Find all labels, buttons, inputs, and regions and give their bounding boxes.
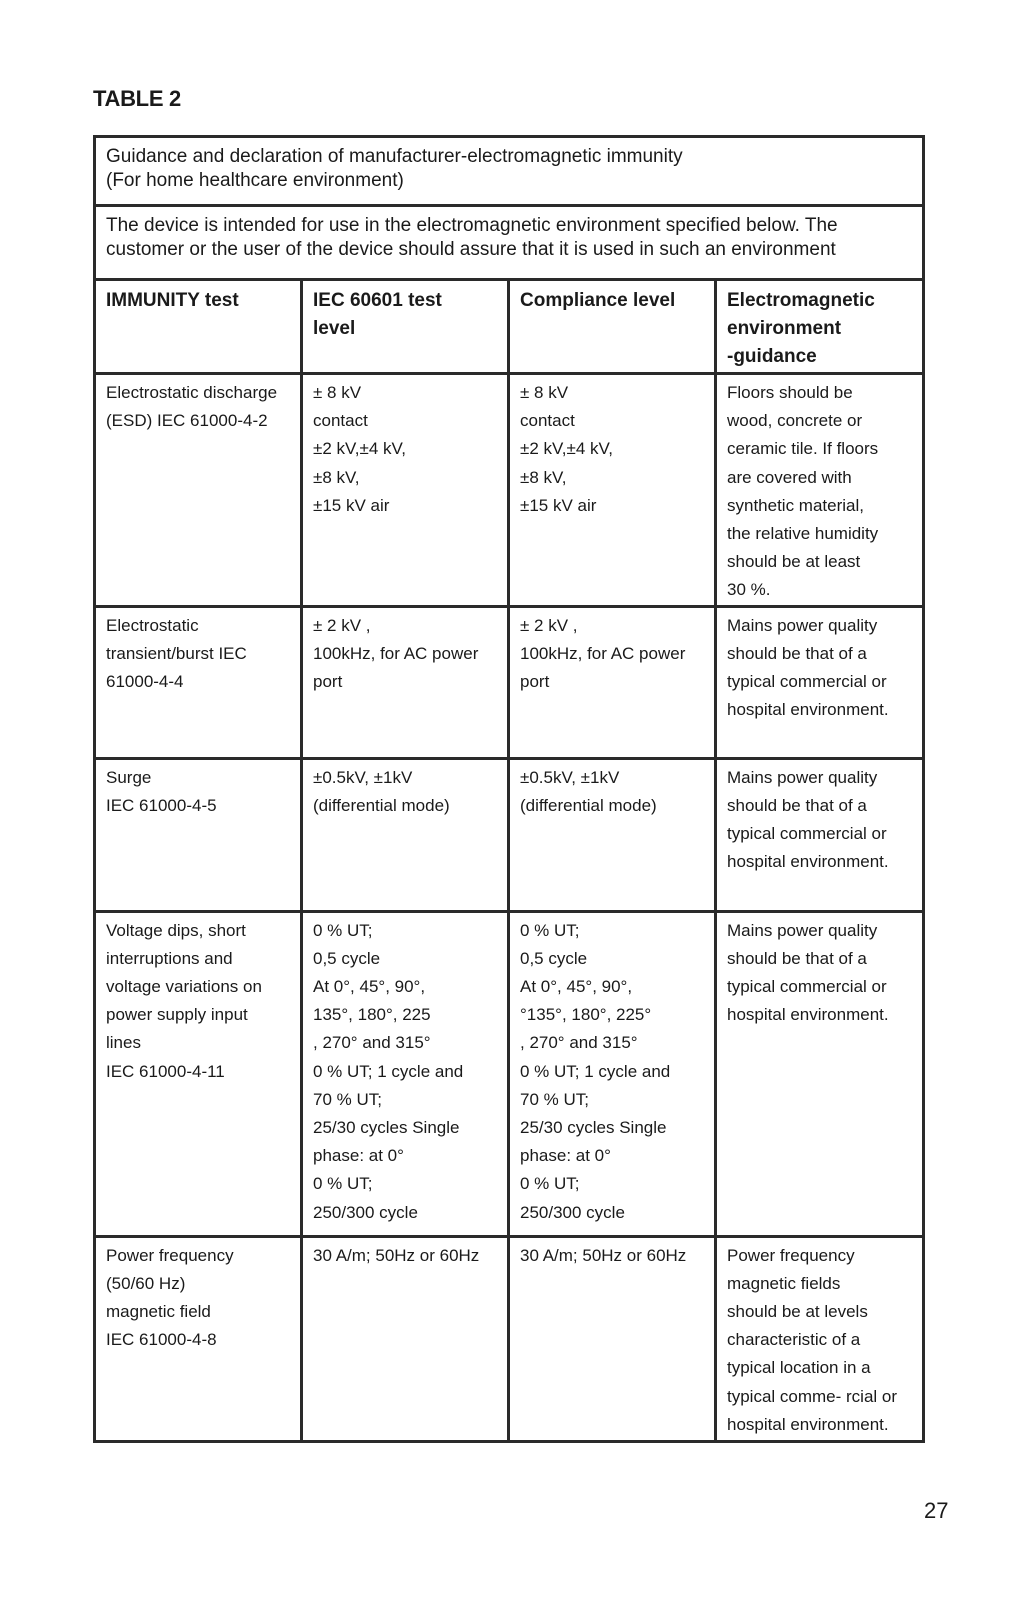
cell-line: ±0.5kV, ±1kV <box>313 767 413 787</box>
cell-line: contact <box>313 411 368 431</box>
cell-line: wood, concrete or <box>727 411 863 431</box>
cell-compliance <box>509 1236 716 1441</box>
cell-line: IEC 61000-4-11 <box>106 1061 225 1081</box>
cell-line: transient/burst IEC <box>106 643 247 663</box>
cell-line: ± 8 kV <box>520 383 569 402</box>
cell-test <box>95 374 302 607</box>
cell-line: (ESD) IEC 61000-4-2 <box>106 411 268 431</box>
cell-iec-level <box>302 758 509 911</box>
cell-line: are covered with <box>727 467 852 487</box>
cell-line: IEC 60601 test <box>313 290 442 311</box>
cell-line: power supply input <box>106 1005 248 1025</box>
header-guidance <box>716 280 924 374</box>
cell-line: should be that of a <box>727 795 867 815</box>
cell-iec-level <box>302 911 509 1236</box>
cell-line: (differential mode) <box>313 795 450 815</box>
cell-line: 250/300 cycle <box>520 1202 625 1222</box>
intro-line: The device is intended for use in the electromagnetic environment specified below. The <box>106 215 838 236</box>
cell-line: level <box>313 318 356 339</box>
cell-line: Mains power quality <box>727 920 878 940</box>
cell-line: 61000-4-4 <box>106 672 184 692</box>
header-immunity-test <box>95 280 302 374</box>
banner-row <box>95 137 924 206</box>
intro-row <box>95 206 924 280</box>
cell-line: port <box>313 672 343 692</box>
cell-line: ±8 kV, <box>313 467 360 487</box>
page-number: 27 <box>924 1498 949 1523</box>
cell-line: 100kHz, for AC power <box>520 643 686 663</box>
cell-test <box>95 1236 302 1441</box>
cell-line: phase: at 0° <box>520 1146 611 1166</box>
cell-line: magnetic field <box>106 1302 211 1322</box>
cell-line: At 0°, 45°, 90°, <box>520 977 633 997</box>
cell-iec-level <box>302 1236 509 1441</box>
cell-guidance <box>716 374 924 607</box>
cell-line: IEC 61000-4-5 <box>106 795 217 815</box>
cell-compliance <box>509 911 716 1236</box>
cell-line: 250/300 cycle <box>313 1202 418 1222</box>
cell-compliance <box>509 606 716 758</box>
cell-line: Mains power quality <box>727 615 878 635</box>
cell-iec-level <box>302 374 509 607</box>
cell-line: , 270° and 315° <box>520 1033 638 1053</box>
cell-line: (differential mode) <box>520 795 657 815</box>
cell-line: ± 8 kV <box>313 383 362 402</box>
cell-line: 0 % UT; <box>520 920 580 940</box>
cell-line: typical location in a <box>727 1358 871 1378</box>
table-title: TABLE 2 <box>93 86 181 111</box>
cell-line: 100kHz, for AC power <box>313 643 479 663</box>
intro-line: customer or the user of the device should assure that it is used in such an environment <box>106 239 836 260</box>
table-row <box>95 606 924 758</box>
cell-test <box>95 606 302 758</box>
cell-line: 25/30 cycles Single <box>520 1118 667 1138</box>
cell-line: Power frequency <box>727 1245 855 1265</box>
header-row <box>95 280 924 374</box>
cell-guidance <box>716 1236 924 1441</box>
cell-line: ±2 kV,±4 kV, <box>520 439 614 459</box>
cell-line: ± 2 kV , <box>520 615 578 635</box>
cell-line: 0 % UT; <box>520 1174 580 1194</box>
cell-line: Power frequency <box>106 1245 234 1265</box>
cell-line: Voltage dips, short <box>106 920 246 940</box>
cell-line: typical comme- rcial or <box>727 1386 898 1406</box>
cell-line: typical commercial or <box>727 977 887 997</box>
cell-line: typical commercial or <box>727 672 887 692</box>
cell-line: At 0°, 45°, 90°, <box>313 977 426 997</box>
cell-line: contact <box>520 411 575 431</box>
cell-guidance <box>716 606 924 758</box>
cell-line: magnetic fields <box>727 1273 841 1293</box>
cell-line: 0 % UT; 1 cycle and <box>520 1061 671 1081</box>
cell-line: IMMUNITY test <box>106 290 239 311</box>
banner-line: (For home healthcare environment) <box>106 170 404 191</box>
table-row <box>95 911 924 1236</box>
cell-line: Electrostatic discharge <box>106 383 278 402</box>
cell-line: 135°, 180°, 225 <box>313 1005 431 1025</box>
cell-line: Surge <box>106 767 152 787</box>
cell-line: interruptions and <box>106 948 233 968</box>
cell-line: synthetic material, <box>727 495 864 515</box>
cell-line: ±0.5kV, ±1kV <box>520 767 620 787</box>
cell-line: Compliance level <box>520 290 676 311</box>
cell-compliance <box>509 758 716 911</box>
cell-line: ±15 kV air <box>313 495 390 515</box>
immunity-table <box>93 135 925 1443</box>
cell-line: ± 2 kV , <box>313 615 371 635</box>
cell-line: ±15 kV air <box>520 495 597 515</box>
cell-line: 0 % UT; <box>313 1174 373 1194</box>
cell-line: ±8 kV, <box>520 467 567 487</box>
cell-line: the relative humidity <box>727 524 879 544</box>
cell-line: 0,5 cycle <box>313 948 381 968</box>
cell-line: hospital environment. <box>727 700 889 720</box>
cell-line: 25/30 cycles Single <box>313 1118 460 1138</box>
cell-test <box>95 911 302 1236</box>
cell-line: hospital environment. <box>727 852 889 872</box>
cell-line: 0 % UT; 1 cycle and <box>313 1061 464 1081</box>
cell-line: lines <box>106 1033 141 1053</box>
header-iec-level <box>302 280 509 374</box>
cell-line: ±2 kV,±4 kV, <box>313 439 407 459</box>
cell-line: phase: at 0° <box>313 1146 404 1166</box>
cell-line: 0 % UT; <box>313 920 373 940</box>
cell-line: 30 A/m; 50Hz or 60Hz <box>520 1245 687 1265</box>
cell-guidance <box>716 758 924 911</box>
cell-line: Electrostatic <box>106 615 199 635</box>
banner-line: Guidance and declaration of manufacturer-electromagnetic immunity <box>106 146 683 167</box>
cell-line: hospital environment. <box>727 1414 889 1434</box>
cell-line: IEC 61000-4-8 <box>106 1330 217 1350</box>
cell-line: should be at least <box>727 552 861 572</box>
cell-test <box>95 758 302 911</box>
table-row <box>95 758 924 911</box>
cell-line: should be that of a <box>727 643 867 663</box>
banner-cell <box>95 137 924 206</box>
table-row <box>95 1236 924 1441</box>
cell-line: (50/60 Hz) <box>106 1273 186 1293</box>
cell-line: voltage variations on <box>106 977 262 997</box>
cell-line: environment <box>727 318 842 339</box>
header-compliance-level <box>509 280 716 374</box>
cell-line: ceramic tile. If floors <box>727 439 879 459</box>
cell-line: , 270° and 315° <box>313 1033 431 1053</box>
cell-line: characteristic of a <box>727 1330 861 1350</box>
cell-line: -guidance <box>727 346 817 367</box>
cell-line: 70 % UT; <box>313 1089 382 1109</box>
cell-line: 30 A/m; 50Hz or 60Hz <box>313 1245 480 1265</box>
cell-line: 0,5 cycle <box>520 948 588 968</box>
cell-line: °135°, 180°, 225° <box>520 1005 652 1025</box>
cell-line: hospital environment. <box>727 1005 889 1025</box>
cell-compliance <box>509 374 716 607</box>
cell-line: port <box>520 672 550 692</box>
cell-line: Electromagnetic <box>727 290 875 311</box>
cell-line: Mains power quality <box>727 767 878 787</box>
cell-line: should be at levels <box>727 1302 868 1322</box>
cell-line: 30 %. <box>727 580 771 600</box>
cell-line: Floors should be <box>727 383 853 402</box>
cell-line: 70 % UT; <box>520 1089 589 1109</box>
cell-line: typical commercial or <box>727 824 887 844</box>
cell-guidance <box>716 911 924 1236</box>
intro-cell <box>95 206 924 280</box>
table-row <box>95 374 924 607</box>
cell-iec-level <box>302 606 509 758</box>
cell-line: should be that of a <box>727 948 867 968</box>
